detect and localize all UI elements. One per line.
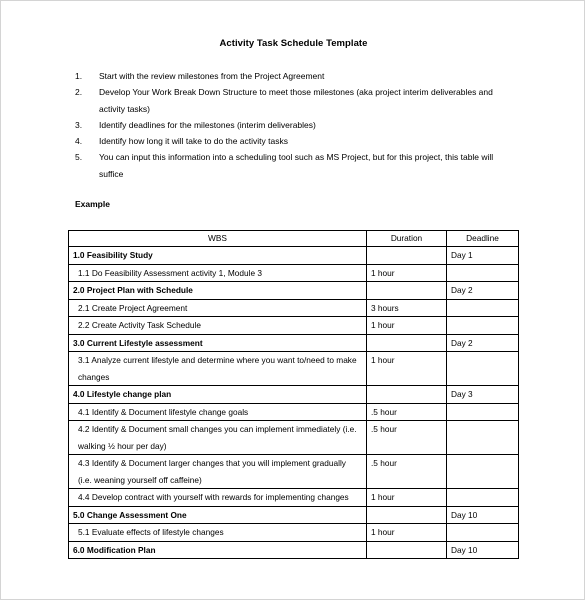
duration-cell: .5 hour xyxy=(367,455,447,489)
deadline-cell xyxy=(447,455,519,489)
duration-cell: 1 hour xyxy=(367,317,447,335)
instruction-text: Start with the review milestones from the Project Agreement xyxy=(99,71,325,81)
table-row xyxy=(69,247,519,265)
deadline-header: Deadline xyxy=(447,231,519,247)
instruction-list xyxy=(75,68,515,182)
deadline-cell xyxy=(447,264,519,282)
wbs-cell: 1.0 Feasibility Study xyxy=(69,247,367,265)
deadline-cell: Day 1 xyxy=(447,247,519,265)
instruction-text: Develop Your Work Break Down Structure to meet those milestones (aka project interim deliverables and activity tasks) xyxy=(99,87,493,114)
deadline-cell xyxy=(447,403,519,421)
deadline-cell xyxy=(447,299,519,317)
duration-cell: 1 hour xyxy=(367,352,447,386)
instruction-item xyxy=(75,133,515,149)
table-row xyxy=(69,299,519,317)
instruction-item xyxy=(75,84,515,117)
table-row xyxy=(69,524,519,542)
wbs-cell: 3.0 Current Lifestyle assessment xyxy=(69,334,367,352)
table-row xyxy=(69,541,519,559)
table-row xyxy=(69,264,519,282)
wbs-header: WBS xyxy=(69,231,367,247)
example-heading: Example xyxy=(75,199,110,209)
wbs-cell: 5.1 Evaluate effects of lifestyle changes xyxy=(69,524,367,542)
deadline-cell: Day 10 xyxy=(447,506,519,524)
instruction-text: You can input this information into a scheduling tool such as MS Project, but for this project, this table will suffice xyxy=(99,152,494,179)
wbs-cell: 1.1 Do Feasibility Assessment activity 1, Module 3 xyxy=(69,264,367,282)
wbs-cell: 4.3 Identify & Document larger changes that you will implement gradually (i.e. weaning yourself off caffeine) xyxy=(69,455,367,489)
deadline-cell: Day 3 xyxy=(447,386,519,404)
deadline-cell: Day 10 xyxy=(447,541,519,559)
wbs-cell: 6.0 Modification Plan xyxy=(69,541,367,559)
table-row xyxy=(69,489,519,507)
instruction-item xyxy=(75,149,515,182)
duration-cell: 1 hour xyxy=(367,489,447,507)
table-row xyxy=(69,403,519,421)
wbs-cell: 2.1 Create Project Agreement xyxy=(69,299,367,317)
wbs-cell: 2.0 Project Plan with Schedule xyxy=(69,282,367,300)
duration-cell xyxy=(367,334,447,352)
deadline-cell xyxy=(447,317,519,335)
instruction-number: 4. xyxy=(75,136,83,147)
duration-cell: 3 hours xyxy=(367,299,447,317)
wbs-cell: 4.4 Develop contract with yourself with rewards for implementing changes xyxy=(69,489,367,507)
wbs-cell: 2.2 Create Activity Task Schedule xyxy=(69,317,367,335)
instruction-number: 2. xyxy=(75,87,83,98)
wbs-cell: 4.1 Identify & Document lifestyle change goals xyxy=(69,403,367,421)
deadline-cell xyxy=(447,524,519,542)
table-row xyxy=(69,317,519,335)
deadline-cell xyxy=(447,489,519,507)
duration-cell xyxy=(367,506,447,524)
instruction-item xyxy=(75,68,515,84)
duration-cell: .5 hour xyxy=(367,421,447,455)
table-row xyxy=(69,334,519,352)
table-row xyxy=(69,386,519,404)
duration-cell xyxy=(367,247,447,265)
table-row xyxy=(69,282,519,300)
instruction-number: 1. xyxy=(75,71,83,81)
duration-cell: 1 hour xyxy=(367,264,447,282)
duration-cell xyxy=(367,386,447,404)
schedule-table xyxy=(68,230,519,559)
table-row xyxy=(69,455,519,489)
duration-cell: .5 hour xyxy=(367,403,447,421)
duration-header: Duration xyxy=(367,231,447,247)
table-row xyxy=(69,506,519,524)
wbs-cell: 3.1 Analyze current lifestyle and determine where you want to/need to make changes xyxy=(69,352,367,386)
wbs-cell: 4.0 Lifestyle change plan xyxy=(69,386,367,404)
duration-cell: 1 hour xyxy=(367,524,447,542)
deadline-cell: Day 2 xyxy=(447,334,519,352)
instruction-text: Identify how long it will take to do the activity tasks xyxy=(99,136,288,147)
wbs-cell: 5.0 Change Assessment One xyxy=(69,506,367,524)
table-row xyxy=(69,421,519,455)
deadline-cell xyxy=(447,421,519,455)
instruction-text: Identify deadlines for the milestones (interim deliverables) xyxy=(99,119,316,130)
table-row xyxy=(69,352,519,386)
instruction-number: 3. xyxy=(75,119,83,130)
instruction-number: 5. xyxy=(75,152,83,163)
duration-cell xyxy=(367,282,447,300)
document-title: Activity Task Schedule Template xyxy=(219,38,368,49)
duration-cell xyxy=(367,541,447,559)
wbs-cell: 4.2 Identify & Document small changes you can implement immediately (i.e. walking ½ hour per day) xyxy=(69,421,367,455)
deadline-cell xyxy=(447,352,519,386)
table-header-row xyxy=(69,231,519,247)
instruction-item xyxy=(75,117,515,133)
deadline-cell: Day 2 xyxy=(447,282,519,300)
